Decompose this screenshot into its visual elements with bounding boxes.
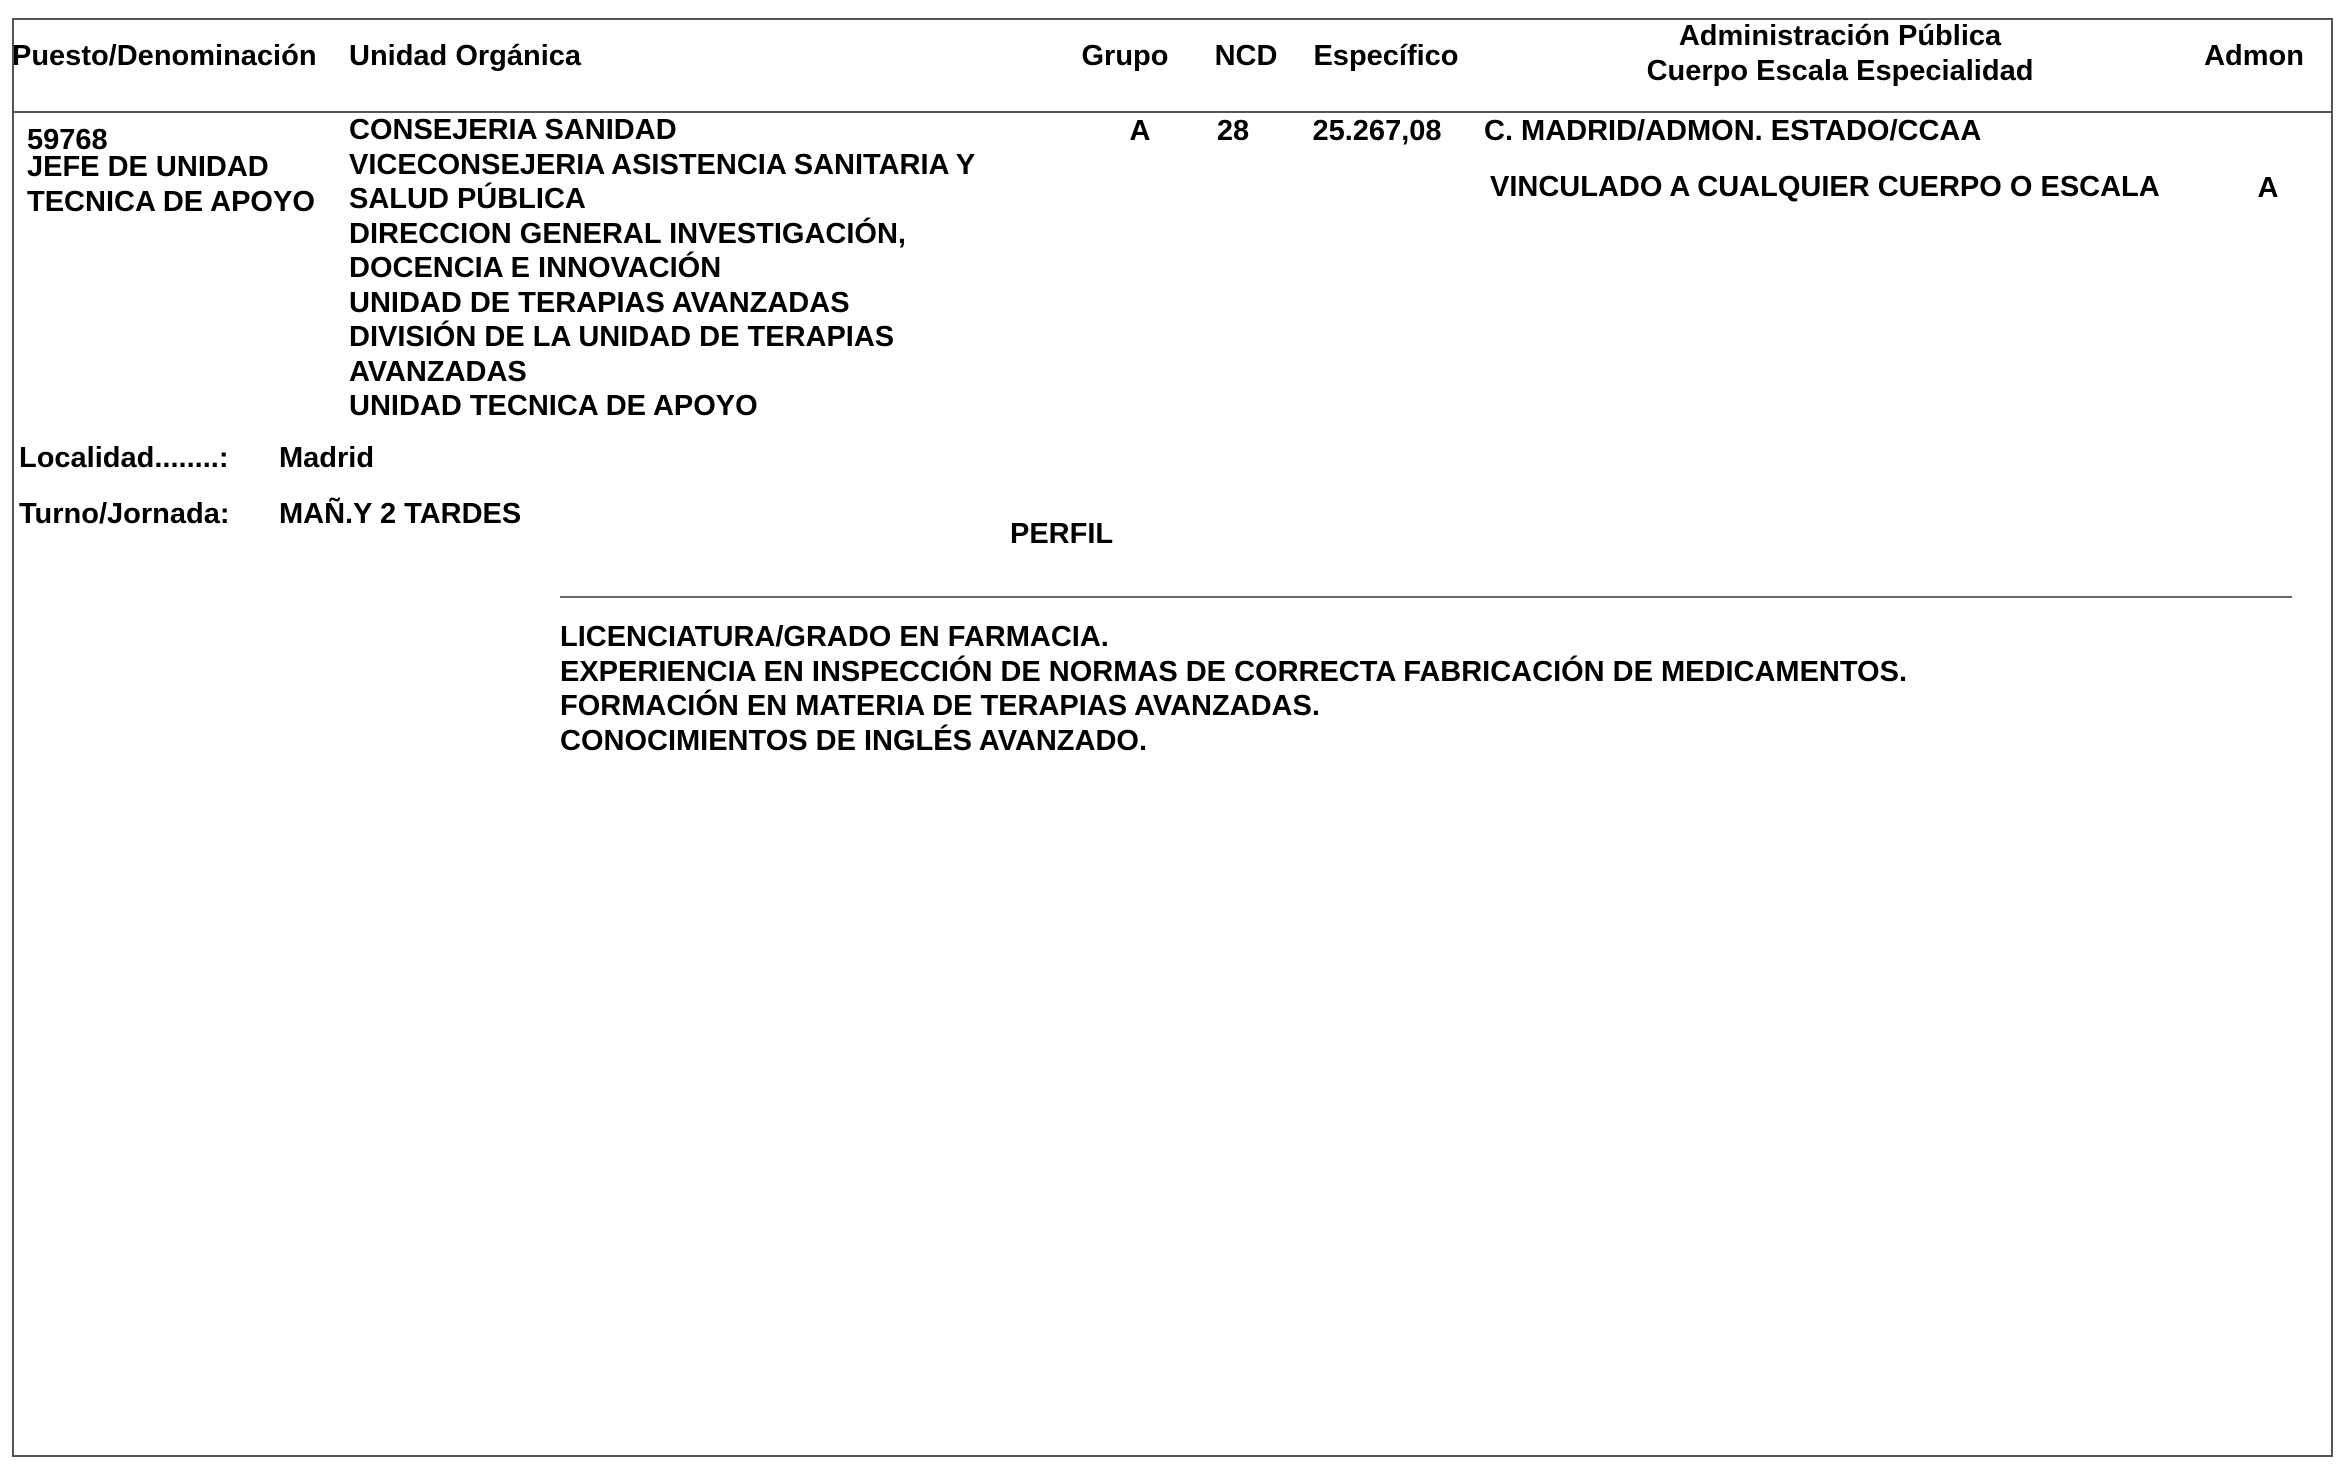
record-title-line1: JEFE DE UNIDAD	[27, 151, 269, 183]
record-especifico: 25.267,08	[1312, 115, 1442, 147]
unidad-line: AVANZADAS	[349, 355, 527, 388]
header-cuerpo-escala: Cuerpo Escala Especialidad	[1646, 55, 2034, 87]
record-code: 59768	[27, 124, 108, 156]
header-ncd: NCD	[1214, 40, 1278, 72]
record-grupo: A	[1129, 115, 1151, 147]
unidad-line: DOCENCIA E INNOVACIÓN	[349, 252, 722, 284]
perfil-divider	[560, 596, 2292, 598]
unidad-line: UNIDAD TECNICA DE APOYO	[349, 390, 758, 422]
localidad-label: Localidad........:	[19, 442, 229, 474]
header-puesto: Puesto/Denominación	[12, 40, 317, 72]
unidad-line: UNIDAD DE TERAPIAS AVANZADAS	[349, 286, 850, 319]
header-admon: Admon	[2204, 40, 2304, 72]
turno-value: MAÑ.Y 2 TARDES	[279, 498, 522, 530]
perfil-line: CONOCIMIENTOS DE INGLÉS AVANZADO.	[560, 724, 1148, 757]
perfil-heading: PERFIL	[1010, 518, 1114, 550]
perfil-list	[560, 620, 1907, 758]
unidad-line: DIVISIÓN DE LA UNIDAD DE TERAPIAS	[349, 321, 895, 353]
perfil-line: FORMACIÓN EN MATERIA DE TERAPIAS AVANZADAS.	[560, 690, 1320, 722]
record-administracion: C. MADRID/ADMON. ESTADO/CCAA	[1484, 115, 1982, 147]
perfil-line: EXPERIENCIA EN INSPECCIÓN DE NORMAS DE CORRECTA FABRICACIÓN DE MEDICAMENTOS.	[560, 655, 1907, 688]
turno-label: Turno/Jornada:	[19, 498, 230, 530]
perfil-line: LICENCIATURA/GRADO EN FARMACIA.	[560, 621, 1109, 653]
header-especifico: Específico	[1313, 40, 1459, 72]
header-administracion: Administración Pública	[1678, 20, 2002, 52]
record-ncd: 28	[1216, 115, 1250, 147]
unidad-organica-list	[349, 113, 975, 424]
unidad-line: SALUD PÚBLICA	[349, 183, 586, 215]
header-grupo: Grupo	[1081, 40, 1169, 72]
unidad-line: CONSEJERIA SANIDAD	[349, 114, 677, 146]
unidad-line: DIRECCION GENERAL INVESTIGACIÓN,	[349, 217, 906, 250]
record-cuerpo: VINCULADO A CUALQUIER CUERPO O ESCALA	[1490, 171, 2160, 203]
header-unidad: Unidad Orgánica	[349, 40, 582, 72]
record-admon: A	[2257, 172, 2279, 204]
unidad-line: VICECONSEJERIA ASISTENCIA SANITARIA Y	[349, 148, 976, 181]
localidad-value: Madrid	[279, 442, 375, 474]
record-title-line2: TECNICA DE APOYO	[27, 186, 315, 218]
